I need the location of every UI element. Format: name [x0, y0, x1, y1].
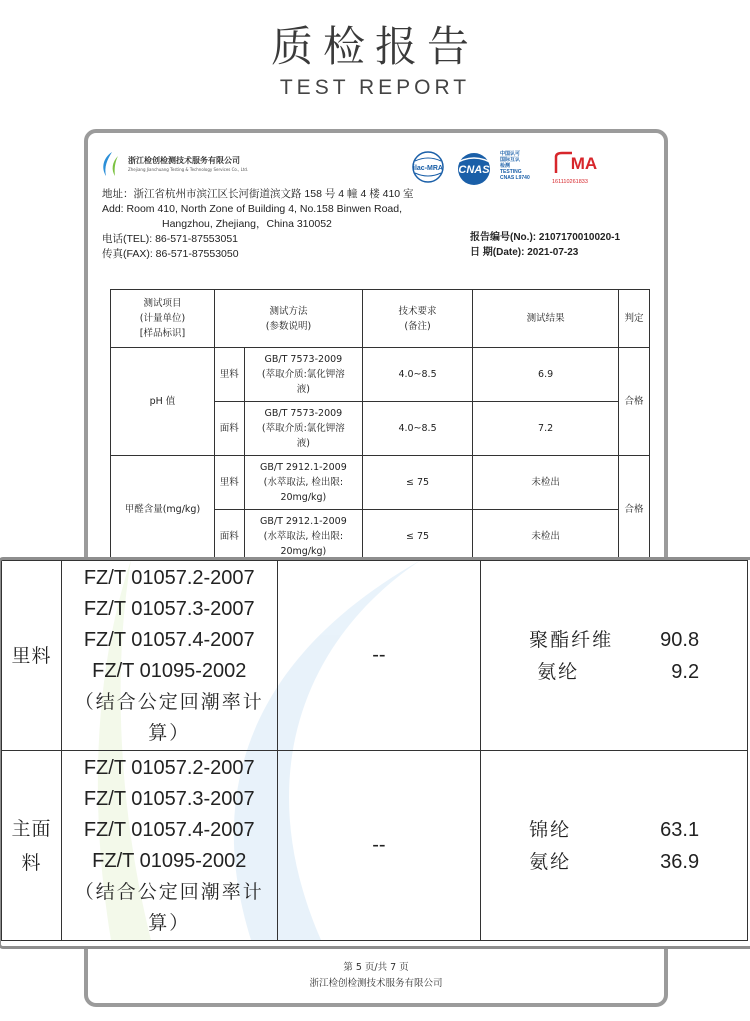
verdict-cell: 合格 [619, 456, 650, 564]
header-text: (计量单位) [139, 313, 186, 324]
header-text: [样品标识] [139, 328, 186, 339]
footer-company: 浙江检创检测技术服务有限公司 [309, 978, 443, 989]
report-date: 日 期(Date): 2021-07-23 [470, 247, 579, 258]
fiber-name: 锦纶 [529, 818, 572, 841]
standards-cell [61, 561, 277, 751]
header-text: (备注) [404, 320, 431, 332]
header-text: 技术要求 [398, 305, 437, 317]
page-subtitle: TEST REPORT [279, 76, 471, 99]
results-table [110, 289, 650, 564]
cnas-line: 检测 [500, 163, 511, 169]
address-line: 地址：浙江省杭州市滨江区长河街道滨文路 158 号 4 幢 4 楼 410 室 [102, 188, 414, 200]
method-text: GB/T 7573-2009 [264, 408, 343, 419]
fiber-value: 90.8 [660, 628, 700, 651]
method-cell [244, 348, 362, 402]
cnas-line: TESTING [500, 169, 522, 175]
page-title: 质检报告 [270, 22, 479, 71]
fiber-name: 聚酯纤维 [529, 628, 614, 651]
part-text: 里料 [11, 644, 52, 667]
item-cell: pH 值 [111, 348, 215, 456]
page-number: 第 5 页/共 7 页 [343, 962, 409, 973]
method-cell [244, 456, 362, 510]
method-cell [244, 510, 362, 564]
address-line: 传真(FAX): 86-571-87553050 [102, 248, 239, 260]
fiber-value: 9.2 [671, 660, 700, 683]
method-text: (水萃取法, 检出限: [263, 531, 344, 542]
fiber-result [529, 624, 699, 656]
cnas-line: CNAS L9740 [500, 175, 530, 181]
cnas-text [500, 151, 530, 181]
report-header [100, 151, 650, 191]
method-text: 20mg/kg) [280, 546, 327, 557]
part-cell: 面料 [214, 402, 244, 456]
cnas-logo-icon [449, 151, 499, 187]
header-result: 测试结果 [473, 290, 619, 348]
note-text: （结合公定回潮率计 [74, 690, 264, 713]
part-cell: 里料 [214, 348, 244, 402]
note-text: 算） [148, 911, 191, 934]
standards-cell [61, 751, 277, 941]
company-name: 浙江检创检测技术服务有限公司 [128, 156, 240, 165]
fiber-result [529, 656, 699, 688]
result-cell: 7.2 [473, 402, 619, 456]
requirement-cell: 4.0~8.5 [363, 402, 473, 456]
fiber-value: 63.1 [660, 818, 700, 841]
method-text: GB/T 2912.1-2009 [259, 462, 347, 473]
method-text: 液) [296, 438, 310, 449]
verdict-cell: 合格 [619, 348, 650, 456]
cnas-label: CNAS [458, 164, 490, 176]
address-block [102, 187, 414, 262]
part-cell [2, 561, 62, 751]
requirement-cell: ≤ 75 [363, 510, 473, 564]
note-text: 算） [148, 721, 191, 744]
cma-label: MA [570, 154, 598, 173]
result-cell: 未检出 [473, 510, 619, 564]
requirement-cell: 4.0~8.5 [363, 348, 473, 402]
result-cell: 未检出 [473, 456, 619, 510]
results-cell [481, 561, 748, 751]
method-text: 液) [296, 384, 310, 395]
part-cell [2, 751, 62, 941]
standard-text: FZ/T 01057.4-2007 [83, 818, 255, 841]
standard-text: FZ/T 01095-2002 [92, 849, 247, 872]
fiber-result [529, 814, 699, 846]
report-number-block [470, 230, 620, 260]
table-row [2, 561, 748, 751]
header-text: (参数说明) [265, 320, 312, 332]
method-text: GB/T 2912.1-2009 [259, 516, 347, 527]
cma-number: 161110261833 [552, 179, 588, 185]
requirement-cell: ≤ 75 [363, 456, 473, 510]
fiber-table [1, 560, 748, 941]
part-cell: 里料 [214, 456, 244, 510]
ilac-mra-label: ilac-MRA [413, 165, 443, 172]
standard-text: FZ/T 01057.2-2007 [83, 566, 255, 589]
header-text: 测试方法 [269, 305, 308, 317]
method-text: 20mg/kg) [280, 492, 327, 503]
standard-text: FZ/T 01057.4-2007 [83, 628, 255, 651]
cma-logo-icon [552, 151, 608, 179]
method-text: (水萃取法, 检出限: [263, 477, 344, 488]
header-requirement [363, 290, 473, 348]
header-item [111, 290, 215, 348]
company-name-en: Zhejiang Jianchuang Testing & Technology Services Co., Ltd. [128, 167, 249, 172]
fiber-name: 氨纶 [529, 850, 572, 873]
part-text: 料 [21, 851, 42, 874]
table-row [2, 751, 748, 941]
standard-text: FZ/T 01057.3-2007 [83, 597, 255, 620]
result-cell: 6.9 [473, 348, 619, 402]
header-text: 测试项目 [143, 298, 182, 309]
address-line: 电话(TEL): 86-571-87553051 [102, 233, 238, 245]
fiber-name: 氨纶 [537, 660, 580, 683]
report-number: 报告编号(No.): 2107170010020-1 [470, 232, 621, 243]
ilac-mra-icon [407, 151, 449, 183]
note-text: （结合公定回潮率计 [74, 880, 264, 903]
fiber-content-zoom [0, 557, 750, 949]
address-line: Hangzhou, Zhejiang，China 310052 [162, 218, 332, 230]
header-method [214, 290, 362, 348]
table-header-row [111, 290, 650, 348]
address-line: Add: Room 410, North Zone of Building 4, No.158 Binwen Road, [102, 203, 403, 215]
part-text: 主面 [11, 817, 52, 840]
method-text: (萃取介质:氯化钾溶 [261, 369, 345, 380]
cnas-line: 中国认可 [500, 151, 521, 157]
requirement-cell: -- [277, 561, 481, 751]
standard-text: FZ/T 01057.3-2007 [83, 787, 255, 810]
fiber-value: 36.9 [660, 850, 700, 873]
fiber-result [529, 846, 699, 878]
cnas-line: 国际互认 [500, 157, 521, 163]
standard-text: FZ/T 01095-2002 [92, 659, 247, 682]
item-cell: 甲醛含量(mg/kg) [111, 456, 215, 564]
header-verdict: 判定 [619, 290, 650, 348]
method-text: (萃取介质:氯化钾溶 [261, 423, 345, 434]
part-cell: 面料 [214, 510, 244, 564]
method-text: GB/T 7573-2009 [264, 354, 343, 365]
company-logo-icon [100, 151, 122, 177]
requirement-cell: -- [277, 751, 481, 941]
method-cell [244, 402, 362, 456]
results-cell [481, 751, 748, 941]
table-row [111, 348, 650, 402]
standard-text: FZ/T 01057.2-2007 [83, 756, 255, 779]
table-row [111, 456, 650, 510]
